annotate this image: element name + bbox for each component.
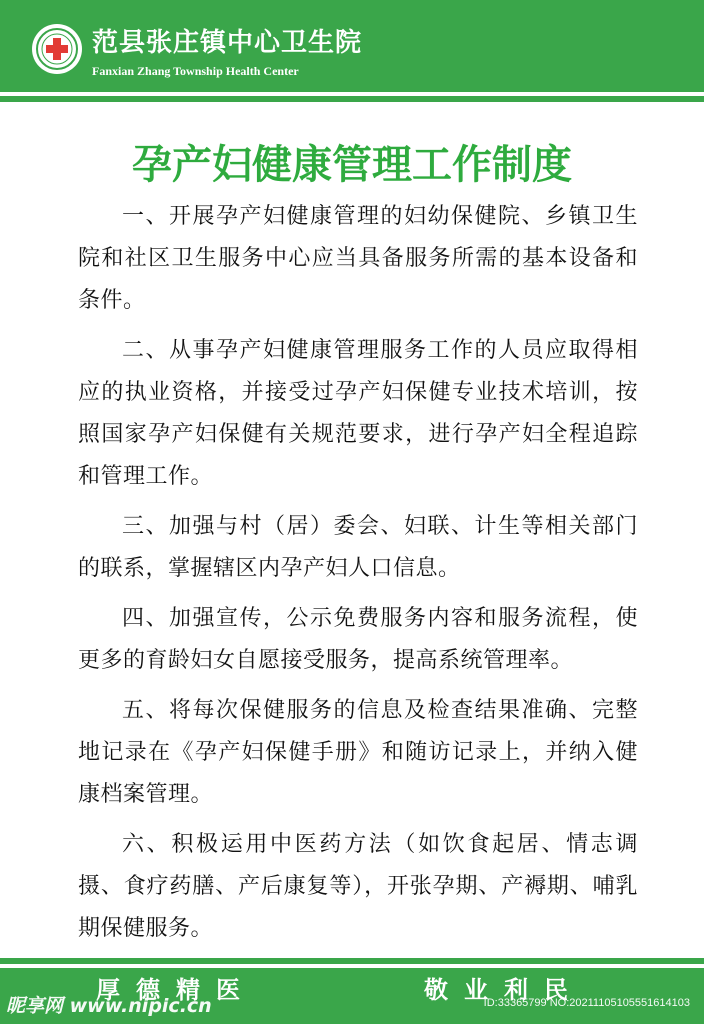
footer-divider [0, 958, 704, 964]
red-cross-icon [32, 24, 82, 74]
watermark-site: 昵享网 www.nipic.cn [6, 995, 212, 1017]
document-body [78, 196, 638, 958]
paragraph-5: 五、将每次保健服务的信息及检查结果准确、完整地记录在《孕产妇保健手册》和随访记录上，并纳入健康档案管理。 [78, 698, 638, 807]
slogan-right: 敬业利民 [424, 975, 584, 1004]
paragraph-1: 一、开展孕产妇健康管理的妇幼保健院、乡镇卫生院和社区卫生服务中心应当具备服务所需的基本设备和条件。 [78, 204, 638, 313]
org-name-english: Fanxian Zhang Township Health Center [92, 64, 299, 78]
org-name: 范县张庄镇中心卫生院 [92, 28, 363, 58]
header-divider [0, 96, 704, 102]
document-title: 孕产妇健康管理工作制度 [132, 142, 572, 188]
paragraph-6: 六、积极运用中医药方法（如饮食起居、情志调摄、食疗药膳、产后康复等），开张孕期、产褥期、哺乳期保健服务。 [78, 832, 638, 941]
paragraph-4: 四、加强宣传，公示免费服务内容和服务流程，使更多的育龄妇女自愿接受服务，提高系统管理率。 [78, 606, 638, 673]
paragraph-3: 三、加强与村（居）委会、妇联、计生等相关部门的联系，掌握辖区内孕产妇人口信息。 [78, 514, 638, 581]
watermark-id: ID:33365799 NO:20211105105551614103 [483, 997, 690, 1009]
slogan-left: 厚德精医 [96, 975, 256, 1004]
paragraph-2: 二、从事孕产妇健康管理服务工作的人员应取得相应的执业资格，并接受过孕产妇保健专业技术培训，按照国家孕产妇保健有关规范要求，进行孕产妇全程追踪和管理工作。 [78, 338, 638, 489]
